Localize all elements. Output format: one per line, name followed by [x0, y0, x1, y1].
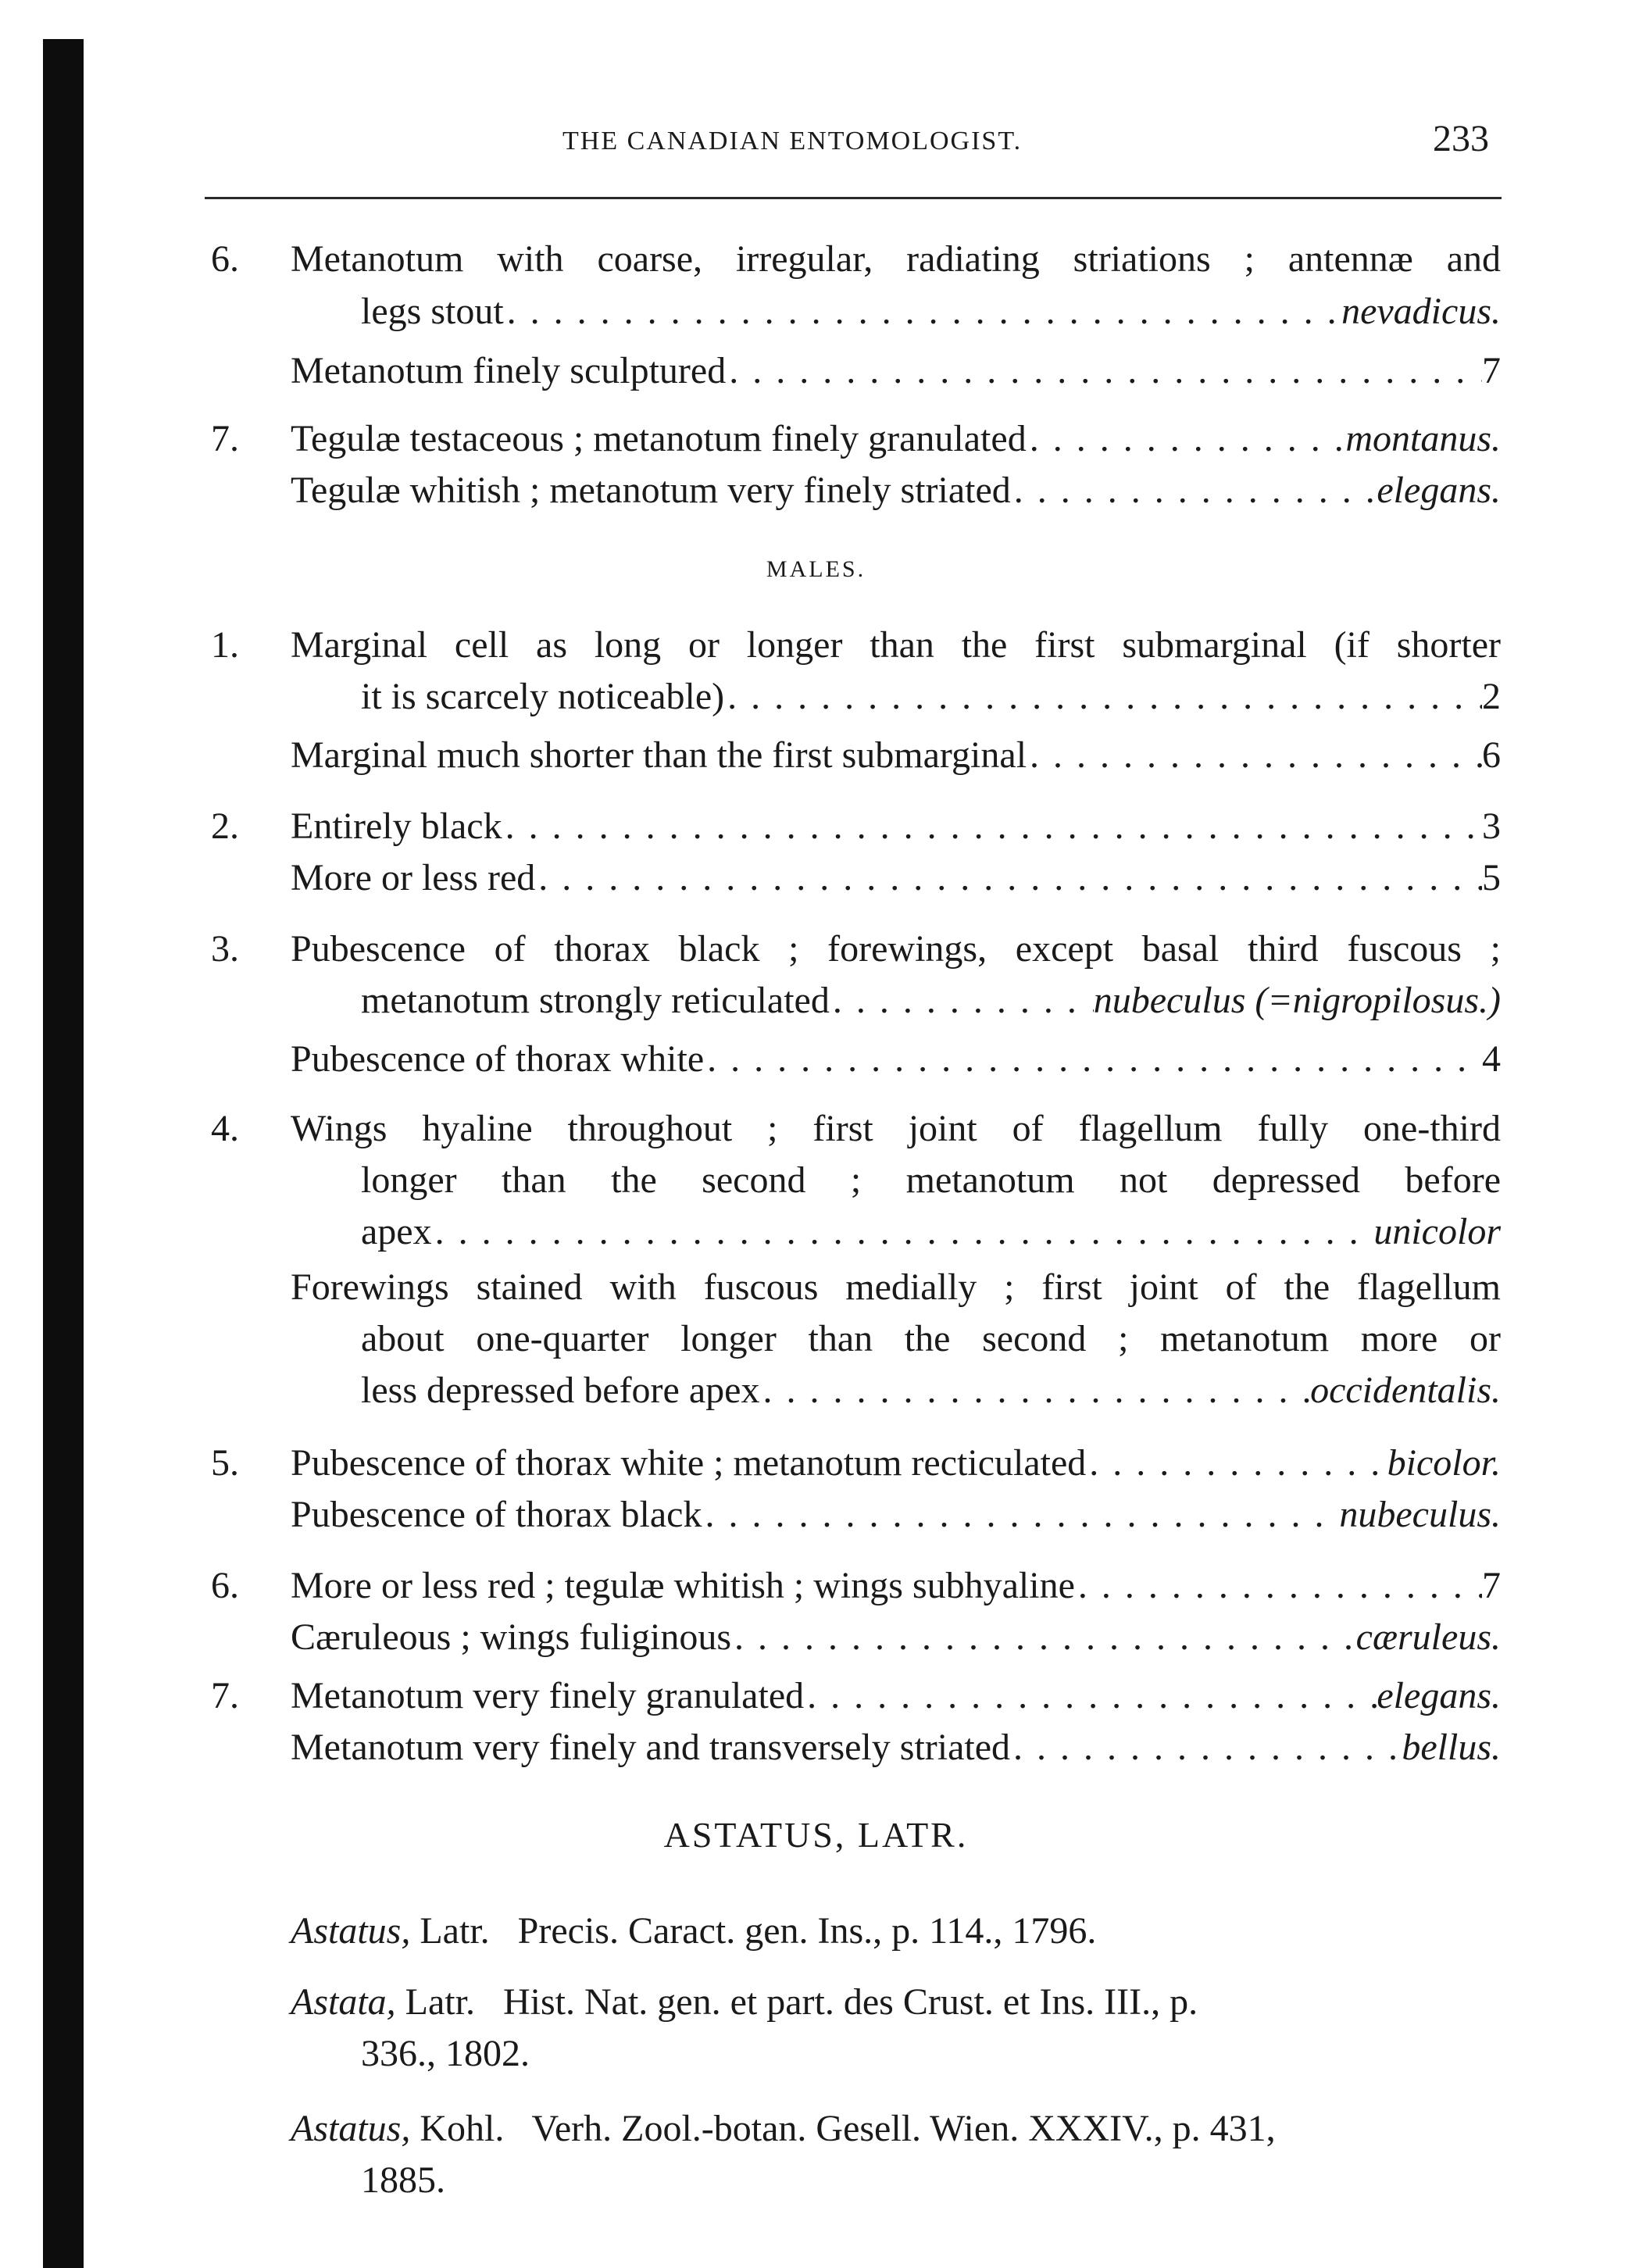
key-result: occidentalis.: [1310, 1370, 1501, 1411]
couplet-number: 4.: [211, 1108, 239, 1149]
leader-dots: [1086, 1440, 1387, 1487]
leader-dots: [1011, 467, 1377, 514]
key-result: 6: [1482, 734, 1501, 776]
couplet-number: 6.: [211, 238, 239, 280]
synonym-citation: Latr. Precis. Caract. gen. Ins., p. 114., 1796.: [420, 1910, 1097, 1952]
key-result: nevadicus.: [1341, 291, 1501, 332]
leader-dots: [502, 803, 1482, 850]
couplet-text: legs stout: [361, 291, 504, 332]
leader-dots: [504, 288, 1341, 335]
synonymy-entry: [291, 1907, 1501, 1955]
couplet-text: Metanotum very finely granulated: [291, 1675, 805, 1716]
leader-dots: [432, 1209, 1374, 1255]
couplet-number: 7.: [211, 418, 239, 459]
key-result: cæruleus.: [1355, 1616, 1501, 1658]
couplet-number: 7.: [211, 1675, 239, 1716]
couplet-text: metanotum strongly reticulated: [361, 980, 830, 1021]
synonym-name: Astatus,: [291, 1910, 411, 1952]
leader-dots: [1010, 1724, 1402, 1771]
leader-dots: [1027, 732, 1482, 779]
couplet-text: Pubescence of thorax black ; forewings, except basal third fuscous ;: [291, 928, 1501, 970]
synonym-citation-cont: 1885.: [361, 2159, 445, 2201]
synonym-citation: Latr. Hist. Nat. gen. et part. des Crust. et Ins. III., p.: [405, 1981, 1198, 2023]
genus-heading: ASTATUS, LATR.: [663, 1815, 969, 1855]
couplet-text: Marginal cell as long or longer than the first submarginal (if shorter: [291, 624, 1501, 666]
couplet-text: about one-quarter longer than the second ; metanotum more or: [361, 1318, 1501, 1359]
key-result: 5: [1482, 857, 1501, 898]
synonym-name: Astatus,: [291, 2108, 411, 2149]
key-result: unicolor: [1373, 1211, 1501, 1252]
synonym-citation-cont: 336., 1802.: [361, 2033, 530, 2074]
couplet-text: less depressed before apex: [361, 1370, 760, 1411]
couplet-text: Pubescence of thorax white: [291, 1038, 705, 1080]
key-result: 4: [1482, 1038, 1501, 1080]
leader-dots: [731, 1614, 1356, 1661]
key-result: elegans.: [1377, 470, 1501, 511]
couplet-text: it is scarcely noticeable): [361, 676, 725, 717]
couplet-text: Wings hyaline throughout ; first joint of flagellum fully one-third: [291, 1108, 1501, 1149]
couplet-text: Tegulæ testaceous ; metanotum finely granulated: [291, 418, 1027, 459]
page-number: 233: [1433, 118, 1489, 159]
running-header: THE CANADIAN ENTOMOLOGIST.: [562, 127, 1023, 155]
leader-dots: [724, 673, 1482, 720]
couplet-text: Metanotum with coarse, irregular, radiating striations ; antennæ and: [291, 238, 1501, 280]
leader-dots: [830, 977, 1094, 1024]
couplet-number: 6.: [211, 1565, 239, 1606]
key-result: 7: [1482, 350, 1501, 391]
couplet-text: apex: [361, 1211, 432, 1252]
leader-dots: [1027, 416, 1346, 463]
synonymy-entry: [291, 2105, 1501, 2153]
key-result: bicolor.: [1387, 1442, 1501, 1484]
key-result: elegans.: [1377, 1675, 1501, 1716]
leader-dots: [726, 348, 1482, 395]
couplet-text: Metanotum finely sculptured: [291, 350, 727, 391]
leader-dots: [1075, 1563, 1482, 1609]
couplet-text: Tegulæ whitish ; metanotum very finely striated: [291, 470, 1011, 511]
couplet-text: Entirely black: [291, 805, 502, 847]
synonym-citation: Kohl. Verh. Zool.-botan. Gesell. Wien. XXXIV., p. 431,: [420, 2108, 1276, 2149]
couplet-text: Pubescence of thorax white ; metanotum recticulated: [291, 1442, 1087, 1484]
key-result: montanus.: [1345, 418, 1501, 459]
leader-dots: [702, 1491, 1339, 1538]
couplet-text: Metanotum very finely and transversely striated: [291, 1727, 1011, 1768]
header-rule: [205, 197, 1502, 199]
section-heading-males: MALES.: [766, 556, 866, 582]
key-result: 2: [1482, 676, 1501, 717]
key-result: nubeculus.: [1339, 1494, 1501, 1535]
synonym-name: Astata,: [291, 1981, 396, 2023]
key-result: 3: [1482, 805, 1501, 847]
leader-dots: [804, 1673, 1377, 1720]
couplet-text: More or less red: [291, 857, 536, 898]
couplet-number: 2.: [211, 805, 239, 847]
couplet-text: Forewings stained with fuscous medially ; first joint of the flagellum: [291, 1266, 1501, 1308]
couplet-number: 3.: [211, 928, 239, 970]
synonymy-entry: [291, 1978, 1501, 2027]
key-result: 7: [1482, 1565, 1501, 1606]
couplet-text: Pubescence of thorax black: [291, 1494, 702, 1535]
couplet-text: Marginal much shorter than the first submarginal: [291, 734, 1027, 776]
leader-dots: [704, 1036, 1482, 1083]
leader-dots: [535, 855, 1482, 902]
couplet-text: More or less red ; tegulæ whitish ; wings subhyaline: [291, 1565, 1075, 1606]
key-result: nubeculus (=nigropilosus.): [1093, 980, 1501, 1021]
couplet-text: longer than the second ; metanotum not depressed before: [361, 1159, 1501, 1201]
couplet-text: Cæruleous ; wings fuliginous: [291, 1616, 732, 1658]
couplet-number: 5.: [211, 1442, 239, 1484]
couplet-number: 1.: [211, 624, 239, 666]
leader-dots: [759, 1367, 1310, 1414]
key-result: bellus.: [1402, 1727, 1501, 1768]
